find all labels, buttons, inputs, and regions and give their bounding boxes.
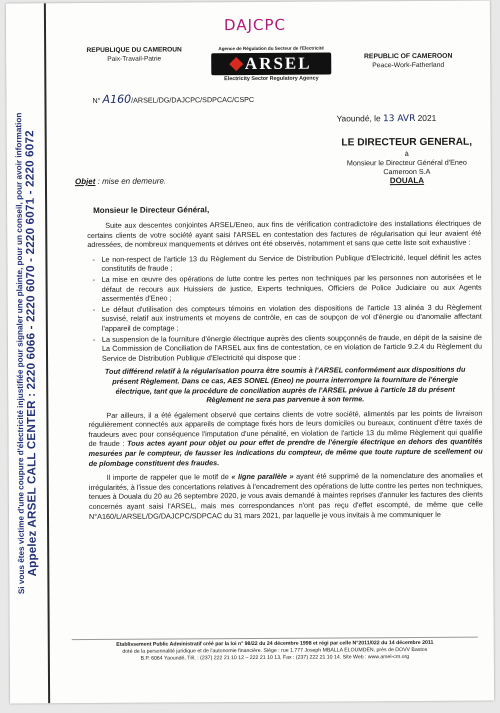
date-day: 13 AVR: [382, 113, 416, 125]
reminder-text-a: Il importe de rappeler que le motif de: [106, 472, 232, 483]
recipient-block: [337, 137, 477, 186]
list-item: - La suspension de la fourniture d'énergie électrique auprès des clients soupçonnés de fraude, en dépit de la saisine de La Commission de Conciliation de l'ARSEL aux fins de contestation, ce en violation de l'article 9.2.4 du Règlement du Service de Distribution Publique d'Electricité qui dispose que :: [102, 332, 482, 363]
subject-label: Objet: [74, 176, 96, 187]
sidebar-text: [14, 113, 40, 595]
recipient-a: à: [404, 149, 409, 159]
sender-title: LE DIRECTEUR GENERAL,: [341, 136, 473, 149]
country-title-en: REPUBLIC OF CAMEROON: [363, 52, 453, 61]
reference-prefix: N°: [92, 95, 101, 105]
reminder-text-b: ayant été supprimé de la nomenclature des anomalies et irrégularités, à l'issue des concertations relatives à l'encadrement des opérations de lutte contre les pertes non techniques, tenues à Douala du 20 au 26 septembre 2020, je vous avais demandé à maintes reprises d'annuler les factures des clients concernés ayant saisi l'ARSEL, mais mes correspondances n'ont pas reçu d'effet escompté, de même que celle N°A160/L/ARSEL/DG/DAJCPC/SDPCAC du 31 mars 2021, par laquelle je vous invitais à me communiquer le: [88, 470, 483, 521]
recipient-addressee: Monsieur le Directeur Général d'Eneo Cameroon S.A: [346, 157, 467, 177]
letter-footer: [72, 637, 478, 663]
logo-badge: [211, 52, 331, 75]
list-item: - Le non-respect de l'article 13 du Règlement du Service de Distribution Publique d'Electricité, lequel définit les actes constitutifs de fraude ;: [101, 252, 481, 274]
logo-diamond-icon: [229, 57, 243, 71]
reminder-quote: « ligne parallèle »: [231, 471, 294, 482]
reference-suffix: /ARSEL/DG/DAJCPC/SDPCAC/CSPC: [131, 94, 255, 105]
paragraph-reminder: [89, 471, 483, 521]
header-right: [350, 53, 466, 71]
footer-line-2: doté de la personnalité juridique et de l'autonomie financière. Siège : rue 1.777 Joseph MBALLA ELOUMDEN, près de DOVV Bastos: [122, 646, 428, 655]
country-title-fr: REPUBLIQUE DU CAMEROUN: [86, 46, 182, 54]
footer-line-1: Etablissement Public Administratif créé par la loi n° 98/22 du 24 décembre 1998 et régi par celle N°2011/022 du 14 décembre 2011: [116, 639, 434, 648]
logo-tagline: Agence de Régulation du Secteur de l'Electricité: [218, 45, 324, 52]
sidebar-small-line: Si vous êtes victime d'une coupure d'électricité injustifiée pour signaler une plainte, pour un conseil, pour avoir information: [14, 112, 27, 595]
list-item: - Le défaut d'utilisation des compteurs témoins en violation des dispositions de l'article 13 alinéa 3 du Règlement susvisé, relatif aux instruments et moyens de contrôle, en cas de soupçon de vol d'énergie ou d'anomalie affectant l'appareil de comptage ;: [102, 302, 482, 333]
footer-line-3: B.P. 6064 Yaoundé, Tél. : (237) 222 21 10 12 – 222 21 10 13, Fax : (237) 222 21 10 14. Site Web : www.arsel-cm.org: [140, 653, 410, 662]
subject-line: [75, 177, 166, 187]
violations-list: [87, 252, 482, 363]
fraud-definition-quote: Tous actes ayant pour objet ou pour effet de prendre de l'énergie électrique en dehors des quantités mesurées par le compteur, de fausser les indications du compteur, de même que toute rupture de scellement ou de plombage constituent des fraudes.: [88, 437, 483, 468]
paragraph-fraud-text: Par ailleurs, il a été également observé que certains clients de votre société, alimentés par les points de livraison régulièrement connectés aux appareils de comptage fixés hors de leurs domiciles ou bureaux, continuent d'être taxés de fraudeurs avec pour conséquence l'imputation d'une pénalité, en violation de l'article 13 du même Règlement qui qualifie de fraude :: [88, 408, 483, 449]
letter-page: [6, 1, 494, 704]
recipient-city: DOUALA: [389, 175, 425, 186]
logo-brand: ARSEL: [244, 53, 312, 74]
call-center-sidebar: [6, 3, 50, 703]
subject-text: : mise en demeure.: [95, 176, 167, 186]
sidebar-call-center-line: Appelez ARSEL CALL CENTER : 2220 6066 - 2220 6070 - 2220 6071 - 2220 6072: [23, 130, 40, 577]
date-year: 2021: [417, 112, 437, 123]
date-place: Yaoundé, le: [336, 113, 381, 124]
reference-handwritten-number: A160: [102, 92, 132, 106]
list-item: - La mise en œuvre des opérations de lutte contre les pertes non techniques par les personnes non autorisées et le défaut de recours aux Huissiers de justice, Experts techniques, Officiers de Police Judiciaire ou aux Agents assermentés d'Eneo ;: [102, 273, 482, 304]
reference-number: [92, 92, 254, 106]
country-motto-en: Peace-Work-Fatherland: [372, 61, 445, 69]
letter-body: [87, 219, 483, 527]
handwritten-annotation: DAJCPC: [223, 15, 287, 35]
paragraph-intro: Suite aux descentes conjointes ARSEL/Eneo, aux fins de vérification contradictoire des installations électriques de certains clients de votre société ayant saisi l'ARSEL en contestation des factures de régularisation qui leur avaient été adressées, de nombreux manquements et dérives ont été observés, notamment et sans que cette liste soit exhaustive :: [87, 218, 482, 250]
regulation-quote: Tout différend relatif à la régularisation pourra être soumis à l'ARSEL conformément aux dispositions du présent Règlement. Dans ce cas, AES SONEL (Eneo) ne pourra interrompre la fourniture de l'énergie électrique, tant que la procédure de conciliation auprès de l'ARSEL prévue à l'article 18 du présent Règlement ne sera pas parvenue à son terme.: [104, 364, 466, 405]
header-left: [84, 46, 184, 64]
letter-date: [337, 113, 437, 125]
salutation: Monsieur le Directeur Général,: [93, 205, 210, 215]
logo-agency-name: Electricity Sector Regulatory Agency: [224, 75, 319, 83]
paragraph-fraud: [88, 408, 482, 468]
country-motto-fr: Paix-Travail-Patrie: [107, 55, 162, 63]
arsel-logo: [198, 45, 344, 82]
